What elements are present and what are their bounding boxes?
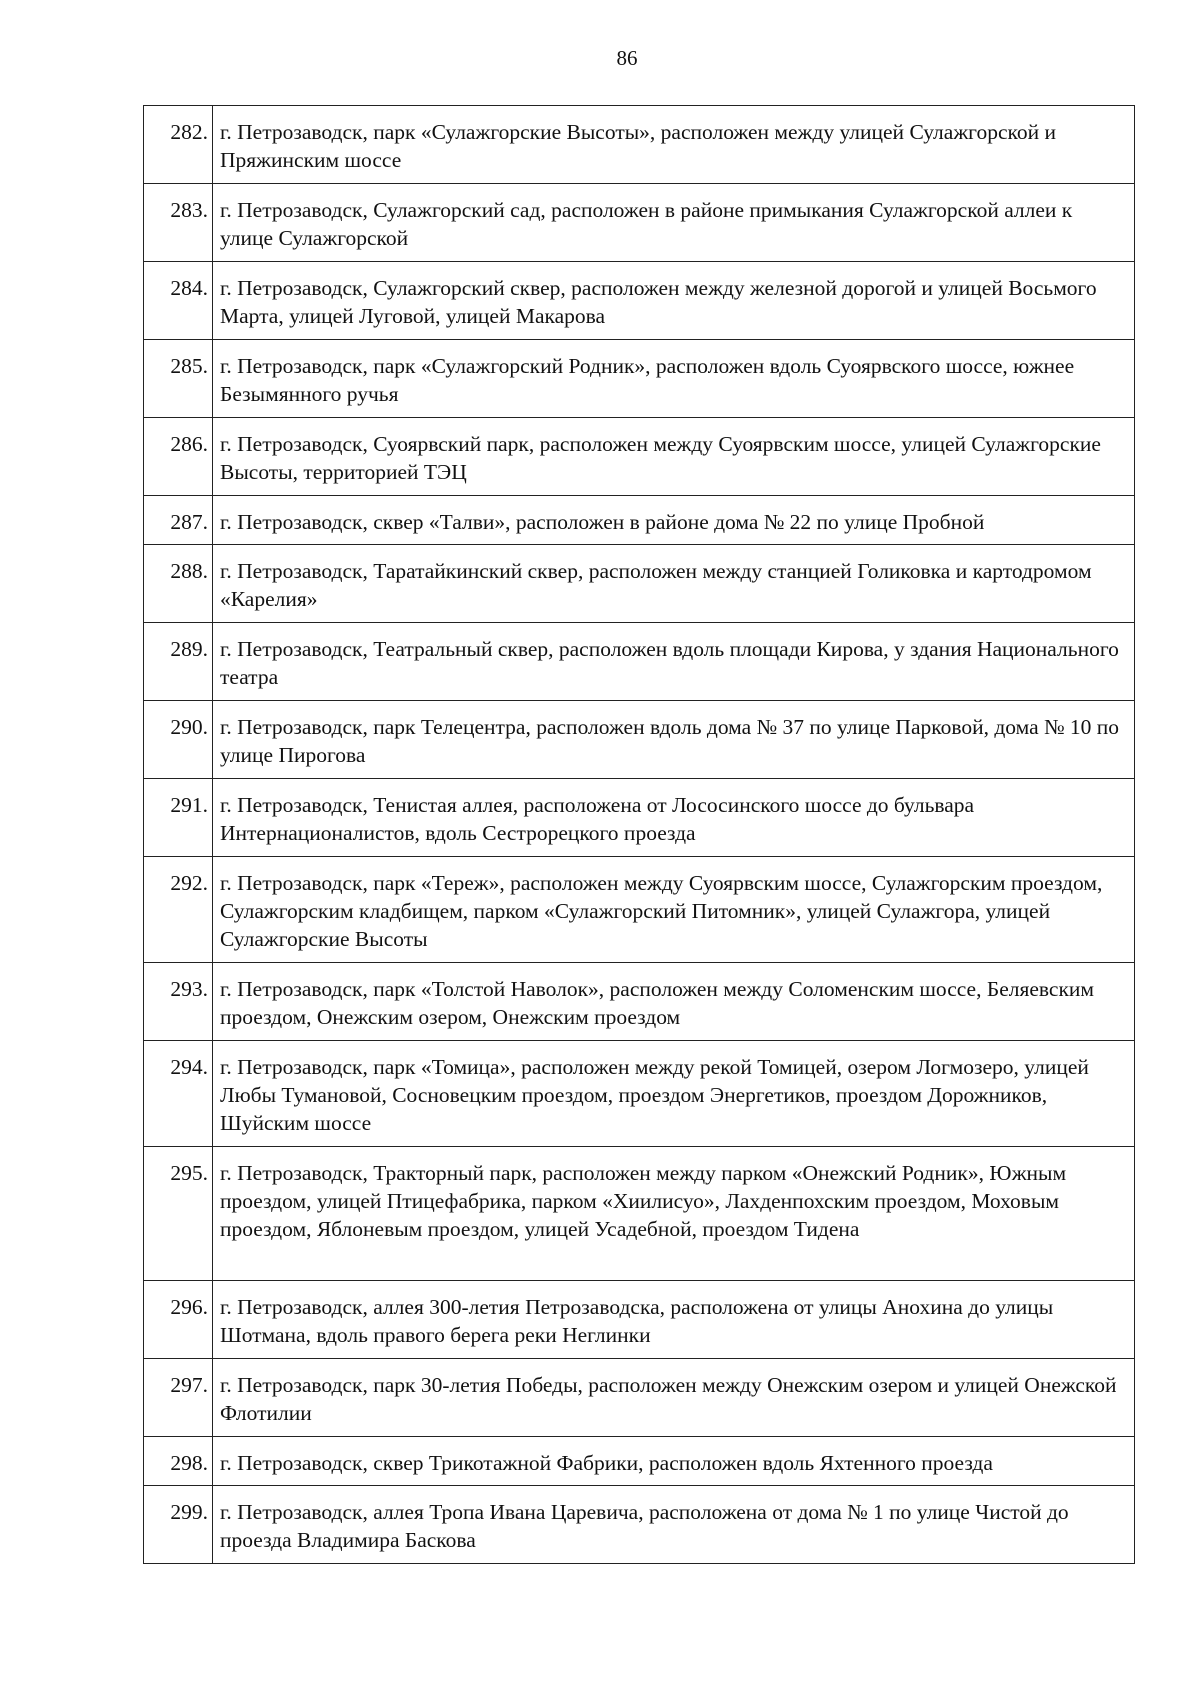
locations-table: [143, 105, 1135, 1564]
row-number: 294.: [144, 1041, 213, 1147]
row-number: 287.: [144, 496, 213, 545]
page-number: 86: [616, 46, 638, 70]
table-row: [144, 963, 1135, 1041]
row-description: г. Петрозаводск, сквер Трикотажной Фабрики, расположен вдоль Яхтенного проезда: [213, 1437, 1135, 1486]
row-number: 290.: [144, 701, 213, 779]
table-row: [144, 545, 1135, 623]
table-row: [144, 418, 1135, 496]
table-row: [144, 1147, 1135, 1281]
row-number: 299.: [144, 1486, 213, 1564]
table-row: [144, 701, 1135, 779]
row-description: г. Петрозаводск, парк «Тереж», расположен между Суоярвским шоссе, Сулажгорским проездом, Сулажгорским кладбищем, парком «Сулажгорский Питомник», улицей Сулажгора, улицей Сулажгорские Высоты: [213, 857, 1135, 963]
row-number: 288.: [144, 545, 213, 623]
row-number: 291.: [144, 779, 213, 857]
row-description: г. Петрозаводск, Суоярвский парк, расположен между Суоярвским шоссе, улицей Сулажгорские Высоты, территорией ТЭЦ: [213, 418, 1135, 496]
table-row: [144, 496, 1135, 545]
row-number: 282.: [144, 106, 213, 184]
row-number: 284.: [144, 262, 213, 340]
row-description: г. Петрозаводск, парк «Сулажгорские Высоты», расположен между улицей Сулажгорской и Пряжинским шоссе: [213, 106, 1135, 184]
table-row: [144, 1281, 1135, 1359]
table-row: [144, 779, 1135, 857]
table-row: [144, 184, 1135, 262]
row-number: 289.: [144, 623, 213, 701]
row-description: г. Петрозаводск, сквер «Талви», расположен в районе дома № 22 по улице Пробной: [213, 496, 1135, 545]
row-number: 283.: [144, 184, 213, 262]
row-number: 286.: [144, 418, 213, 496]
row-description: г. Петрозаводск, парк Телецентра, расположен вдоль дома № 37 по улице Парковой, дома № 10 по улице Пирогова: [213, 701, 1135, 779]
row-number: 297.: [144, 1359, 213, 1437]
table-row: [144, 1359, 1135, 1437]
row-number: 293.: [144, 963, 213, 1041]
row-number: 285.: [144, 340, 213, 418]
table-row: [144, 340, 1135, 418]
table-row: [144, 106, 1135, 184]
table-body: [144, 106, 1135, 1564]
row-description: г. Петрозаводск, Таратайкинский сквер, расположен между станцией Голиковка и картодромом «Карелия»: [213, 545, 1135, 623]
row-description: г. Петрозаводск, парк «Толстой Наволок», расположен между Соломенским шоссе, Беляевским проездом, Онежским озером, Онежским проездом: [213, 963, 1135, 1041]
table-row: [144, 1041, 1135, 1147]
row-number: 292.: [144, 857, 213, 963]
row-description: г. Петрозаводск, Тракторный парк, расположен между парком «Онежский Родник», Южным проездом, улицей Птицефабрика, парком «Хиилисуо», Лахденпохским проездом, Моховым проездом, Яблоневым проездом, улицей Усадебной, проездом Тидена: [213, 1147, 1135, 1281]
row-description: г. Петрозаводск, аллея 300-летия Петрозаводска, расположена от улицы Анохина до улицы Шотмана, вдоль правого берега реки Неглинки: [213, 1281, 1135, 1359]
row-description: г. Петрозаводск, аллея Тропа Ивана Царевича, расположена от дома № 1 по улице Чистой до проезда Владимира Баскова: [213, 1486, 1135, 1564]
row-description: г. Петрозаводск, Тенистая аллея, расположена от Лососинского шоссе до бульвара Интернационалистов, вдоль Сестрорецкого проезда: [213, 779, 1135, 857]
row-description: г. Петрозаводск, парк 30-летия Победы, расположен между Онежским озером и улицей Онежской Флотилии: [213, 1359, 1135, 1437]
row-description: г. Петрозаводск, Театральный сквер, расположен вдоль площади Кирова, у здания Национального театра: [213, 623, 1135, 701]
row-description: г. Петрозаводск, парк «Сулажгорский Родник», расположен вдоль Суоярвского шоссе, южнее Безымянного ручья: [213, 340, 1135, 418]
row-description: г. Петрозаводск, Сулажгорский сквер, расположен между железной дорогой и улицей Восьмого Марта, улицей Луговой, улицей Макарова: [213, 262, 1135, 340]
row-number: 295.: [144, 1147, 213, 1281]
row-number: 296.: [144, 1281, 213, 1359]
table-row: [144, 262, 1135, 340]
table-row: [144, 857, 1135, 963]
row-description: г. Петрозаводск, Сулажгорский сад, расположен в районе примыкания Сулажгорской аллеи к улице Сулажгорской: [213, 184, 1135, 262]
table-row: [144, 1486, 1135, 1564]
table-row: [144, 623, 1135, 701]
table-row: [144, 1437, 1135, 1486]
row-number: 298.: [144, 1437, 213, 1486]
row-description: г. Петрозаводск, парк «Томица», расположен между рекой Томицей, озером Логмозеро, улицей Любы Тумановой, Сосновецким проездом, проездом Энергетиков, проездом Дорожников, Шуйским шоссе: [213, 1041, 1135, 1147]
